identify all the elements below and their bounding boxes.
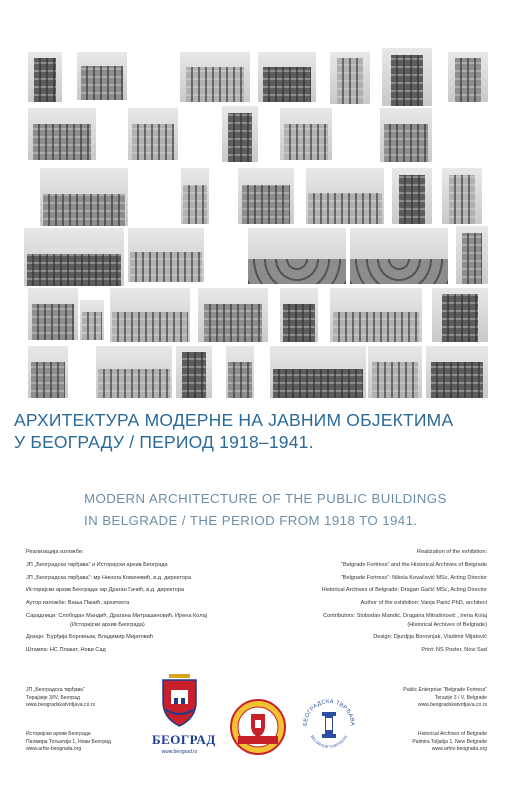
archive-seal-icon bbox=[229, 698, 287, 756]
footer-link[interactable]: www.arhiv-beograda.org bbox=[26, 746, 82, 753]
credit-line: “Belgrade Fortress”: Nikola Kovačević MSc, Acting Director bbox=[340, 574, 487, 581]
building-photo bbox=[176, 346, 212, 398]
building-photo bbox=[258, 52, 316, 102]
footer-fortress-address-en bbox=[403, 687, 487, 710]
belgrade-fortress-logo bbox=[300, 690, 358, 760]
fortress-emblem-icon bbox=[300, 690, 358, 760]
credit-line: Сарадници: Слободан Мандић, Драгана Митрашиновић, Ирена Колај bbox=[26, 612, 207, 619]
footer-link[interactable]: www.arhiv-beograda.org bbox=[431, 746, 487, 753]
building-photo bbox=[110, 288, 190, 342]
credits-english bbox=[237, 548, 487, 659]
building-photo bbox=[432, 288, 488, 342]
building-photo bbox=[442, 168, 482, 224]
building-photo bbox=[226, 346, 254, 398]
title-english-line2: IN BELGRADE / THE PERIOD FROM 1918 TO 1941. bbox=[84, 513, 418, 528]
title-serbian-line1: АРХИТЕКТУРА МОДЕРНЕ НА ЈАВНИМ ОБЈЕКТИМА bbox=[14, 410, 454, 430]
building-photo bbox=[128, 108, 178, 160]
footer-line: ЈП „Београдска тврђава“ bbox=[26, 687, 85, 693]
title-serbian bbox=[14, 409, 453, 453]
building-photo bbox=[280, 108, 332, 160]
fortress-ring-text-en: BELGRADE FORTRESS bbox=[309, 734, 349, 750]
building-photo bbox=[382, 48, 432, 106]
building-photo bbox=[456, 226, 488, 284]
building-photo bbox=[181, 168, 209, 224]
credit-line: Realization of the exhibition: bbox=[417, 549, 487, 555]
bridge-photo bbox=[350, 228, 448, 284]
historical-archives-logo bbox=[229, 698, 287, 756]
building-photo bbox=[128, 228, 204, 282]
building-photo bbox=[380, 108, 432, 162]
footer-line: Public Enterprise “Belgrade Fortress” bbox=[403, 687, 487, 693]
footer-line: Palmira Toljatija 1, New Belgrade bbox=[412, 738, 487, 745]
credit-line: “Belgrade Fortress” and the Historical Archives of Belgrade bbox=[341, 561, 487, 568]
footer-archive-address-en bbox=[412, 731, 487, 754]
building-photo bbox=[222, 106, 258, 162]
title-english bbox=[84, 488, 447, 532]
footer-line: Палмира Тољатија 1, Нови Београд bbox=[26, 738, 111, 745]
building-photo bbox=[180, 52, 250, 102]
credit-line: Штампа: НС Плакат, Нови Сад bbox=[26, 647, 106, 654]
beograd-logo bbox=[152, 670, 216, 770]
footer-line: Terazije 3 / V, Belgrade bbox=[434, 694, 487, 701]
building-photo bbox=[40, 168, 128, 226]
aerial-photo bbox=[270, 346, 366, 398]
credit-line: ЈП „Београдска тврђава“: мр Никола Ковачевић, в.д. директора bbox=[26, 574, 192, 581]
building-photo bbox=[330, 52, 370, 104]
credits-serbian bbox=[26, 548, 256, 659]
building-photo bbox=[368, 346, 422, 398]
beograd-crest-icon bbox=[152, 670, 207, 730]
building-photo bbox=[28, 52, 62, 102]
footer-line: Historical Archives of Belgrade bbox=[417, 731, 487, 737]
credit-line: Contributors: Slobodan Mandić, Dragana Mitrašinović , Irena Kolaj bbox=[323, 612, 487, 619]
credit-line: Design: Djurdjija Borovnjak, Vladimir Mijatović bbox=[373, 634, 487, 641]
building-photo bbox=[198, 288, 268, 342]
building-photo bbox=[28, 346, 68, 398]
credit-line: Author of the exhibition: Vanja Panić PhD, architect bbox=[360, 600, 487, 607]
footer-line: Терајзије 3/IV, Београд bbox=[26, 694, 80, 701]
building-photo bbox=[448, 52, 488, 102]
building-photo bbox=[77, 52, 127, 100]
building-photo bbox=[28, 288, 78, 340]
title-serbian-line2: У БЕОГРАДУ / ПЕРИОД 1918–1941. bbox=[14, 432, 314, 452]
credit-line: Дизајн: Ђурђија Боровњак, Владимир Мијатовић bbox=[26, 634, 154, 641]
credit-line: Реализација изложбе: bbox=[26, 549, 84, 555]
credit-line: ЈП „Београдска тврђава“ и Историјски архив Београда bbox=[26, 561, 168, 568]
beograd-wordmark: БЕОГРАД bbox=[152, 732, 216, 747]
footer-link[interactable]: www.beogradskatvrdjava.co.rs bbox=[417, 702, 487, 709]
footer-line: Историјски архив Београда bbox=[26, 731, 91, 737]
building-photo bbox=[392, 168, 432, 224]
credit-line: Историјски архив Београда: мр Драган Гачић, в.д. директора bbox=[26, 587, 185, 594]
footer-archive-address-sr bbox=[26, 731, 111, 754]
building-photo bbox=[96, 346, 172, 398]
title-english-line1: MODERN ARCHITECTURE OF THE PUBLIC BUILDINGS bbox=[84, 491, 447, 506]
credit-line: Аутор изложбе: Вања Панић, архитекта bbox=[26, 600, 130, 607]
footer-link[interactable]: www.beogradskatvrdjava.co.rs bbox=[26, 702, 96, 709]
footer-fortress-address-sr bbox=[26, 687, 95, 710]
credit-line: Historical Archives of Belgrade: Dragan Gačić MSc, Acting Director bbox=[321, 587, 487, 594]
fortress-ring-text: БЕОГРАДСКА ТВРЂАВА bbox=[302, 698, 356, 727]
airplane-photo bbox=[24, 228, 124, 286]
building-photo bbox=[330, 288, 422, 342]
credit-line: (Historical Archives of Belgrade) bbox=[407, 621, 487, 628]
credit-line: Print: NS Poster, Novi Sad bbox=[421, 647, 487, 654]
building-photo bbox=[28, 108, 96, 160]
beograd-url[interactable]: www.beograd.rs bbox=[161, 749, 198, 755]
building-photo bbox=[426, 346, 488, 398]
bridge-photo bbox=[248, 228, 346, 284]
building-photo bbox=[280, 288, 318, 342]
building-photo bbox=[80, 300, 104, 340]
building-photo bbox=[238, 168, 294, 224]
building-photo bbox=[306, 168, 384, 224]
credit-line: (Историјски архив Београда) bbox=[70, 621, 145, 628]
